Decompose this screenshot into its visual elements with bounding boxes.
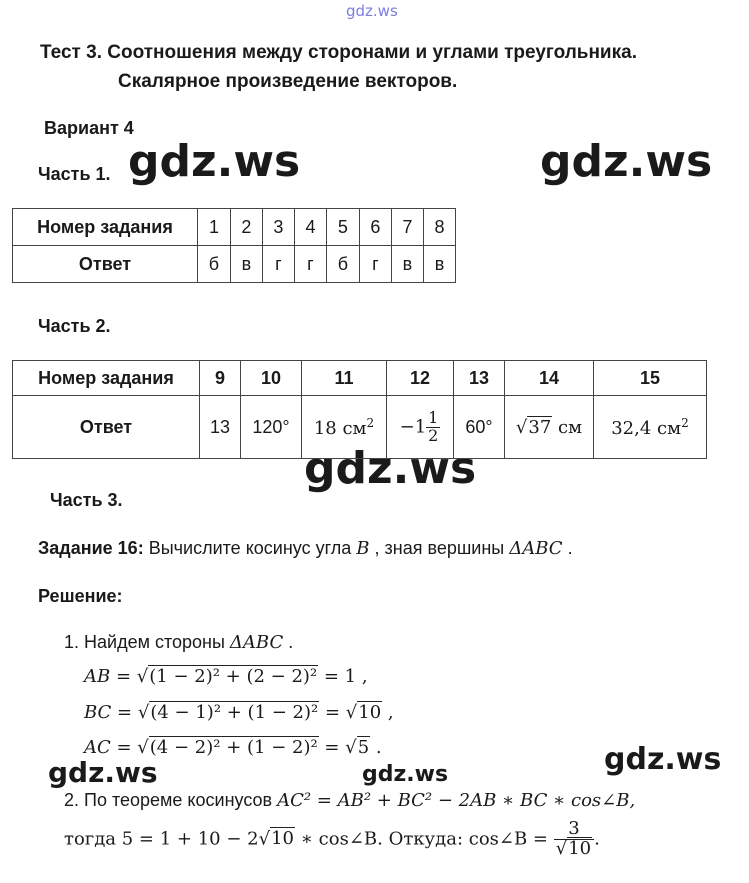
answer-cell [594,396,707,459]
sqrt-radicand: (4 − 1)² + (1 − 2)² [150,702,319,723]
task-number-cell: 10 [241,361,302,396]
task16-triangle: ΔABC [509,538,563,559]
task-number-cell: 13 [454,361,505,396]
task-number-cell: 2 [230,209,262,246]
watermark: gdz.ws [362,762,449,787]
solution-step1 [64,632,293,653]
table-row [13,209,456,246]
task16-end: . [562,538,573,558]
sqrt-radicand: 10 [568,837,592,859]
answer-cell: 13 [200,396,241,459]
table-header-cell: Номер задания [13,209,198,246]
task16-angle: B [356,538,370,559]
sqrt-icon: √ [345,737,357,758]
step2-line2-text2: ∗ cos∠B. Откуда: cos∠B = [295,828,554,850]
answer-cell [302,396,387,459]
answer-value: −1 [399,416,427,437]
fraction-denominator: 2 [428,425,439,445]
task-number-cell: 11 [302,361,387,396]
task-number-cell: 14 [505,361,594,396]
step1-end: . [283,632,294,652]
part3-heading: Часть 3. [50,490,123,510]
answer-label-cell: Ответ [13,396,200,459]
equation-lhs: AC = [84,737,138,758]
page-title-line2: Скалярное произведение векторов. [118,71,458,92]
equation-rhs: = [319,702,346,723]
task16-label: Задание 16: [38,538,144,558]
fraction [426,407,440,445]
part2-heading: Часть 2. [38,316,111,336]
answer-cell: в [391,246,423,283]
equation-end: , [382,702,394,723]
task-number-cell: 6 [359,209,391,246]
answer-cell: 60° [454,396,505,459]
answer-cell: г [359,246,391,283]
answer-exponent: 2 [366,415,375,430]
task-number-cell: 1 [198,209,231,246]
table-header-cell: Номер задания [13,361,200,396]
watermark: gdz.ws [304,443,477,494]
page-title-line1: Тест 3. Соотношения между сторонами и углами треугольника. [40,42,637,63]
sqrt-icon: √ [136,666,149,687]
equation-rhs: = [318,737,346,758]
solution-heading: Решение: [38,586,123,606]
solution-step2-line2 [64,820,600,859]
equation-rhs: = 1 , [318,666,368,687]
watermark-top: gdz.ws [346,2,398,20]
sqrt-radicand: 10 [271,828,294,850]
task-number-cell: 9 [200,361,241,396]
sqrt-icon: √ [258,828,271,850]
equation-ac [84,737,382,758]
sqrt-radicand: 37 [528,416,552,438]
sqrt-icon: √ [137,737,149,758]
task-number-cell: 5 [326,209,359,246]
watermark: gdz.ws [540,136,713,187]
fraction-numerator: 1 [428,407,439,427]
watermark: gdz.ws [48,756,158,789]
answer-cell [505,396,594,459]
equation-end: . [370,737,382,758]
answers-table-part1 [12,208,456,283]
task16-text2: , зная вершины [369,538,510,558]
step2-text: 2. По теореме косинусов [64,790,278,810]
sqrt-icon: √ [555,837,568,859]
solution-step2 [64,790,635,811]
task16-text: Вычислите косинус угла [143,538,357,558]
answer-label-cell: Ответ [13,246,198,283]
sqrt-radicand: 5 [357,737,370,758]
sqrt-radicand: (1 − 2)² + (2 − 2)² [149,666,318,687]
answer-value: 18 см [313,417,367,439]
task16-statement [38,538,573,559]
task-number-cell: 3 [262,209,294,246]
step2-line2-text: тогда 5 = 1 + 10 − 2 [64,828,259,850]
step1-triangle: ΔABC [229,632,284,653]
answer-cell: г [262,246,294,283]
answer-cell: б [326,246,359,283]
equation-end: . [594,828,600,850]
answer-cell: в [230,246,262,283]
task-number-cell: 4 [294,209,326,246]
answer-unit: см [552,416,583,438]
answer-exponent: 2 [681,415,689,430]
equation-lhs: BC = [84,702,138,723]
sqrt-icon: √ [345,702,358,723]
watermark: gdz.ws [128,136,301,187]
step2-formula: AC² = AB² + BC² − 2AB ∗ BC ∗ cos∠B, [277,790,636,811]
equation-lhs: AB = [84,666,137,687]
table-row [13,361,707,396]
answer-cell: г [294,246,326,283]
sqrt-radicand: 10 [358,702,382,723]
sqrt-icon: √ [137,702,150,723]
answer-cell: б [198,246,231,283]
fraction-denominator [554,837,594,859]
variant-heading: Вариант 4 [44,118,134,138]
watermark: gdz.ws [604,742,722,777]
fraction [554,820,594,859]
answer-value: 32,4 см [611,417,682,439]
task-number-cell: 15 [594,361,707,396]
answers-table-part2 [12,360,707,459]
table-row [13,396,707,459]
task-number-cell: 7 [391,209,423,246]
task-number-cell: 12 [387,361,454,396]
answer-cell: в [423,246,455,283]
answer-cell [387,396,454,459]
sqrt-radicand: (4 − 2)² + (1 − 2)² [149,737,318,758]
answer-cell: 120° [241,396,302,459]
table-row [13,246,456,283]
equation-bc [84,702,394,723]
part1-heading: Часть 1. [38,164,111,184]
equation-ab [84,666,368,687]
fraction-numerator: 3 [554,820,594,840]
step1-text: 1. Найдем стороны [64,632,230,652]
sqrt-icon: √ [515,416,528,438]
task-number-cell: 8 [423,209,455,246]
